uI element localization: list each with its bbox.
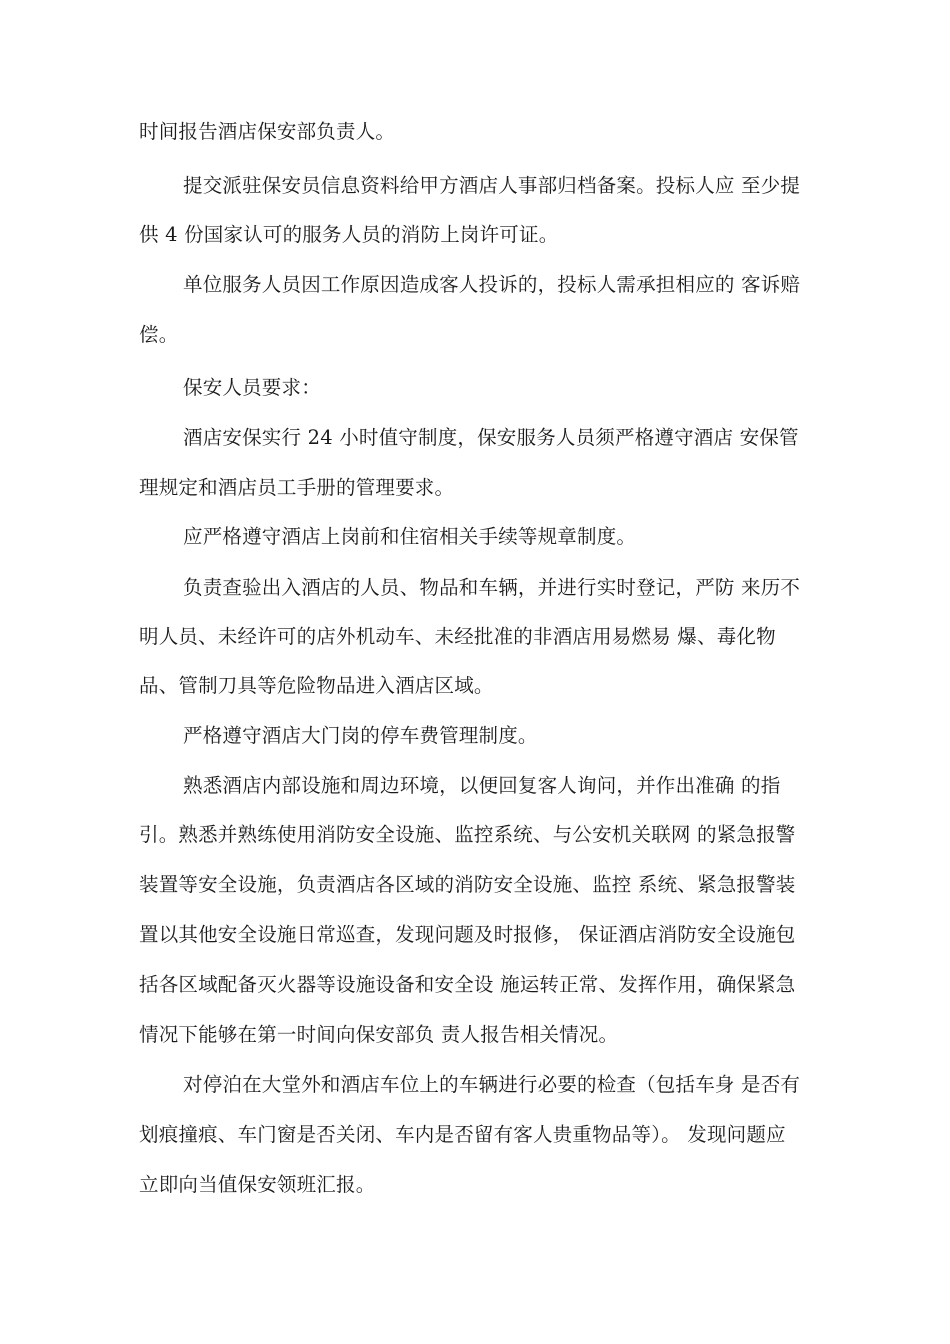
text-line: 引。熟悉并熟练使用消防安全设施、监控系统、与公安机关联网 的紧急报警 [139,823,796,846]
text-line: 置以其他安全设施日常巡查，发现问题及时报修， 保证酒店消防安全设施包 [139,923,796,946]
text-line: 单位服务人员因工作原因造成客人投诉的，投标人需承担相应的 客诉赔 [183,273,801,296]
text-line: 提交派驻保安员信息资料给甲方酒店人事部归档备案。投标人应 至少提 [183,174,801,197]
text-line: 偿。 [139,323,179,346]
text-line: 严格遵守酒店大门岗的停车费管理制度。 [183,724,538,747]
text-line: 对停泊在大堂外和酒店车位上的车辆进行必要的检查（包括车身 是否有 [183,1073,801,1096]
text-line: 酒店安保实行 24 小时值守制度，保安服务人员须严格遵守酒店 安保管 [183,426,799,449]
text-line: 划痕撞痕、车门窗是否关闭、车内是否留有客人贵重物品等）。 发现问题应 [139,1123,786,1146]
text-line: 品、管制刀具等危险物品进入酒店区域。 [139,674,494,697]
text-line: 情况下能够在第一时间向保安部负 责人报告相关情况。 [139,1023,619,1046]
text-line: 括各区域配备灭火器等设施设备和安全设 施运转正常、发挥作用，确保紧急 [139,973,796,996]
text-line: 供 4 份国家认可的服务人员的消防上岗许可证。 [139,223,559,246]
text-line: 保安人员要求： [183,376,321,399]
text-line: 立即向当值保安领班汇报。 [139,1173,376,1196]
text-line: 应严格遵守酒店上岗前和住宿相关手续等规章制度。 [183,525,637,548]
text-line: 熟悉酒店内部设施和周边环境，以便回复客人询问，并作出准确 的指 [183,774,781,797]
text-line: 负责查验出入酒店的人员、物品和车辆，并进行实时登记，严防 来历不 [183,576,801,599]
text-line: 时间报告酒店保安部负责人。 [139,120,396,143]
text-line: 装置等安全设施，负责酒店各区域的消防安全设施、监控 系统、紧急报警装 [139,873,796,896]
text-line: 理规定和酒店员工手册的管理要求。 [139,476,455,499]
text-line: 明人员、未经许可的店外机动车、未经批准的非酒店用易燃易 爆、毒化物 [139,625,776,648]
